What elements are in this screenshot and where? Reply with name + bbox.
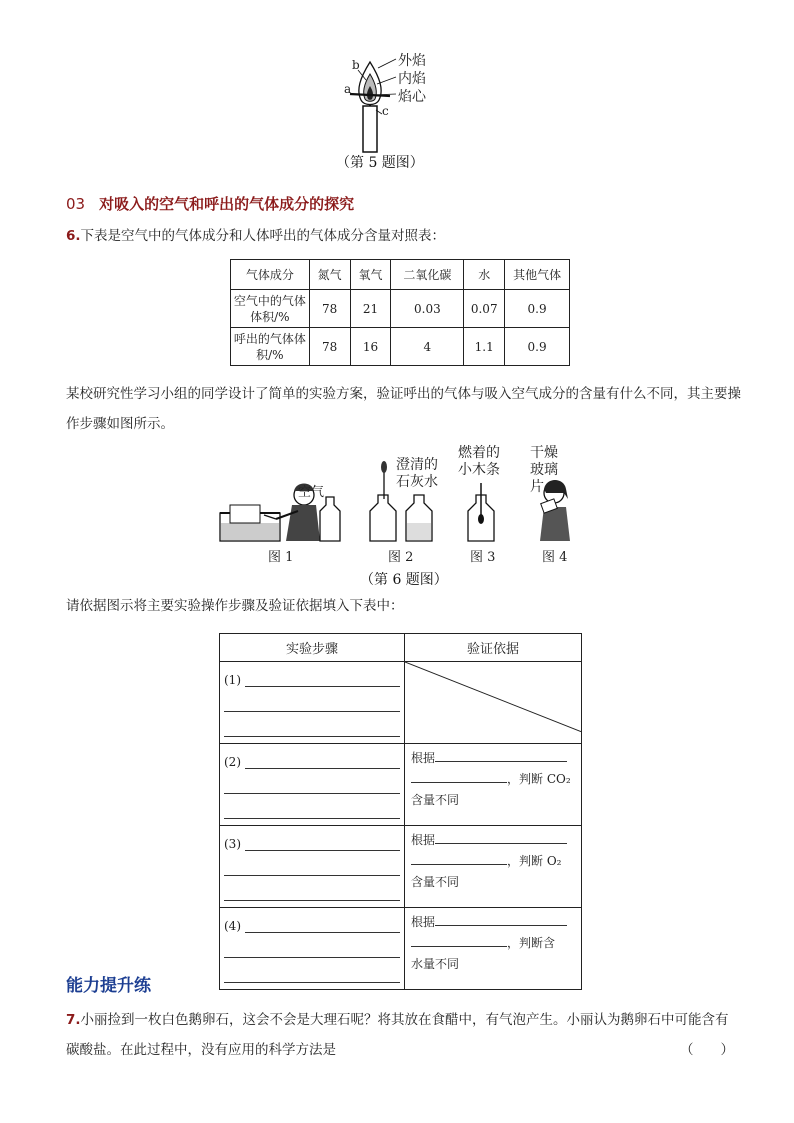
flame-label-inner: 内焰 <box>398 71 426 87</box>
basis-tail: 含量不同 <box>411 875 460 889</box>
diagonal-slash <box>405 662 582 732</box>
basis-judge: ，判断 CO₂ <box>507 772 571 786</box>
basis-cell-empty <box>405 662 582 744</box>
step-answer-blank[interactable] <box>224 882 400 901</box>
steps-table-row <box>220 744 582 826</box>
basis-blank[interactable] <box>435 912 567 926</box>
fig6-caption-1: 图 1 <box>268 550 294 565</box>
fig6-label-limewater: 澄清的石灰水 <box>396 457 438 490</box>
gas-table-cell: 0.9 <box>505 328 570 366</box>
basis-blank[interactable] <box>411 851 507 865</box>
gas-table-header: 水 <box>464 260 505 290</box>
fig6-caption-2: 图 2 <box>388 550 414 565</box>
basis-prefix: 根据 <box>411 833 436 847</box>
basis-blank[interactable] <box>411 933 507 947</box>
step-answer-blank[interactable] <box>224 857 400 876</box>
gas-table-header-row <box>231 260 570 290</box>
fig6-caption-3: 图 3 <box>470 550 496 565</box>
gas-table-header: 二氧化碳 <box>391 260 464 290</box>
q6-instruction: 请依据图示将主要实验操作步骤及验证依据填入下表中： <box>66 598 404 614</box>
steps-table-row <box>220 662 582 744</box>
step-number: (4) <box>224 919 241 933</box>
step-answer-blank[interactable] <box>245 914 400 933</box>
gas-table-cell: 78 <box>309 328 350 366</box>
basis-blank[interactable] <box>411 769 507 783</box>
basis-judge: ，判断含 <box>507 936 556 950</box>
gas-table-cell: 0.9 <box>505 290 570 328</box>
basis-prefix: 根据 <box>411 915 436 929</box>
step-number: (1) <box>224 673 241 687</box>
fig6-caption: （第 6 题图） <box>360 572 448 588</box>
section-title: 对吸入的空气和呼出的气体成分的探究 <box>99 195 355 213</box>
ability-heading: 能力提升练 <box>66 976 151 996</box>
basis-prefix: 根据 <box>411 751 436 765</box>
step-number: (3) <box>224 837 241 851</box>
step-answer-blank[interactable] <box>224 693 400 712</box>
candle-flame-illustration <box>330 44 460 154</box>
gas-table-row-label: 空气中的气体体积/% <box>231 290 310 328</box>
basis-blank[interactable] <box>435 748 567 762</box>
fig6-label-air: 空气 <box>298 485 325 500</box>
step-answer-blank[interactable] <box>224 939 400 958</box>
step-answer-blank[interactable] <box>224 775 400 794</box>
q6-number: 6. <box>66 228 81 244</box>
experiment-steps-table <box>219 633 582 990</box>
gas-table-header: 氮气 <box>309 260 350 290</box>
q6-intro-text: 下表是空气中的气体成分和人体呼出的气体成分含量对照表： <box>80 228 446 244</box>
q7-number: 7. <box>66 1012 81 1028</box>
gas-table-cell: 1.1 <box>464 328 505 366</box>
basis-blank[interactable] <box>435 830 567 844</box>
q7-answer-paren[interactable]: （ ） <box>680 1042 734 1058</box>
section-number: 03 <box>66 195 86 213</box>
basis-tail: 水量不同 <box>411 957 460 971</box>
step-answer-blank[interactable] <box>224 964 400 983</box>
steps-table-header-row <box>220 634 582 662</box>
gas-table-header: 氧气 <box>350 260 391 290</box>
flame-label-b: b <box>352 58 360 72</box>
step-answer-blank[interactable] <box>224 800 400 819</box>
q7-text <box>66 1005 742 1035</box>
q7-line2: 碳酸盐。在此过程中，没有应用的科学方法是 <box>66 1042 336 1058</box>
gas-table-cell: 16 <box>350 328 391 366</box>
flame-label-a: a <box>344 82 352 96</box>
flame-label-c: c <box>382 104 389 118</box>
gas-composition-table <box>230 259 570 366</box>
gas-table-cell: 0.07 <box>464 290 505 328</box>
step-answer-blank[interactable] <box>224 718 400 737</box>
step-answer-blank[interactable] <box>245 750 400 769</box>
gas-table-cell: 78 <box>309 290 350 328</box>
section-heading <box>66 193 354 214</box>
q7-line1: 小丽捡到一枚白色鹅卵石，这会不会是大理石呢？将其放在食醋中，有气泡产生。小丽认为鹅卵石中可能含有 <box>80 1012 729 1028</box>
step-number: (2) <box>224 755 241 769</box>
gas-table-header: 气体成分 <box>231 260 310 290</box>
basis-tail: 含量不同 <box>411 793 460 807</box>
gas-table-cell: 0.03 <box>391 290 464 328</box>
gas-table-cell: 21 <box>350 290 391 328</box>
steps-table-row <box>220 908 582 990</box>
gas-table-row-label: 呼出的气体体积/% <box>231 328 310 366</box>
fig6-label-dry-glass: 干燥玻璃片 <box>530 445 558 495</box>
steps-table-header: 验证依据 <box>405 634 582 662</box>
q6-intro <box>66 221 445 251</box>
gas-table-row <box>231 290 570 328</box>
gas-table-cell: 4 <box>391 328 464 366</box>
fig6-caption-4: 图 4 <box>542 550 568 565</box>
step-answer-blank[interactable] <box>245 668 400 687</box>
flame-label-core: 焰心 <box>398 89 426 105</box>
steps-table-row <box>220 826 582 908</box>
flame-label-outer: 外焰 <box>398 53 426 69</box>
gas-table-header: 其他气体 <box>505 260 570 290</box>
gas-table-row <box>231 328 570 366</box>
experiment-figure <box>216 443 596 563</box>
fig5-caption: （第 5 题图） <box>336 155 424 171</box>
fig6-label-burning-stick: 燃着的小木条 <box>458 445 500 478</box>
candle-figure <box>330 44 460 154</box>
basis-judge: ，判断 O₂ <box>507 854 562 868</box>
steps-table-header: 实验步骤 <box>220 634 405 662</box>
q6-paragraph: 某校研究性学习小组的同学设计了简单的实验方案，验证呼出的气体与吸入空气成分的含量有什么不同，其主要操作步骤如图所示。 <box>66 386 741 432</box>
step-answer-blank[interactable] <box>245 832 400 851</box>
